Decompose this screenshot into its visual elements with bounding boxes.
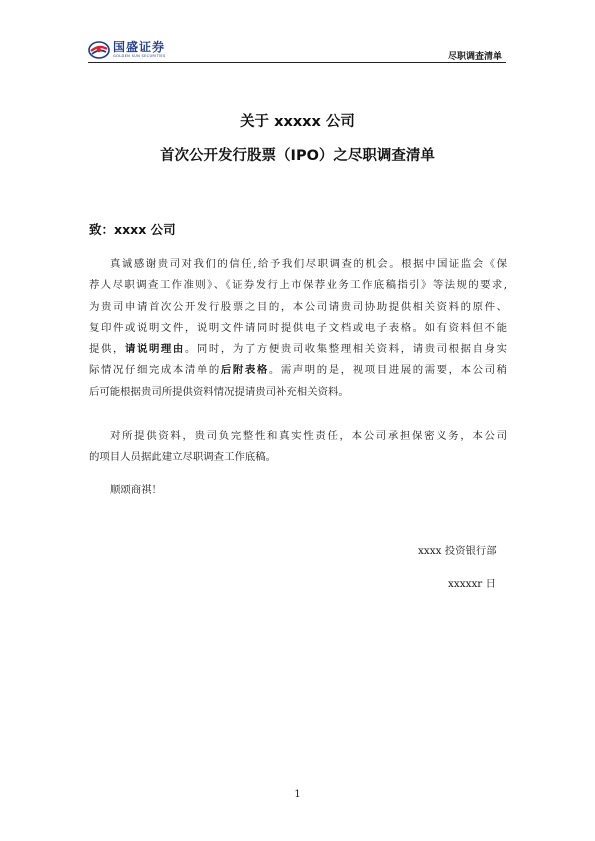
logo-chinese-name: 国盛证券 [113,40,166,54]
header-document-label: 尽职调查清单 [447,52,502,62]
page-number: 1 [294,789,301,800]
company-logo [88,36,166,64]
paragraph-intro [89,254,507,403]
salutation: 致：xxxx 公司 [89,222,176,237]
paragraph-line: 荐人尽职调查工作准则》、《证券发行上市保荐业务工作底稿指引》等法规的要求, [89,279,507,292]
paragraph-line: 后可能根据贵司所提供资料情况提请贵司补充相关资料。 [89,385,349,398]
paragraph-line: 真诚感谢贵司对我们的信任,给予我们尽职调查的机会。根据中国证监会《保 [110,258,507,270]
paragraph-line: 为贵司申请首次公开发行股票之目的，本公司请贵司协助提供相关资料的原件、 [89,300,507,313]
document-title-line2: 首次公开发行股票（IPO）之尽职调查清单 [160,148,435,164]
page-header [88,36,506,64]
closing-text: 顺颂商祺！ [110,484,162,496]
document-title-line1: 关于 xxxxx 公司 [240,114,355,130]
emphasis-attached-table: 后附表格 [220,364,269,377]
paragraph-confidentiality [89,426,507,469]
signature-department: xxxx 投资银行部 [418,545,497,557]
logo-english-name: GOLDEN SUN SECURITIES [113,54,166,58]
text-segment: 提供， [89,343,125,356]
paragraph-line: 复印件或说明文件，说明文件请同时提供电子文档或电子表格。如有资料但不能 [89,321,507,334]
paragraph-line [89,360,507,381]
text-segment: 。同时，为了方便贵司收集整理相关资料，请贵司根据自身实 [184,343,508,356]
text-segment: 际情况仔细完成本清单的 [89,364,221,377]
closing-greeting [89,480,507,501]
paragraph-line: 对所提供资料，贵司负完整性和真实性责任，本公司承担保密义务，本公司 [110,430,507,442]
paragraph-line [89,339,507,360]
text-segment: 。需声明的是，视项目进展的需要，本公司稍 [268,364,508,377]
header-divider [88,62,506,63]
signature-date: xxxxxr 日 [448,578,496,590]
paragraph-line: 的项目人员据此建立尽职调查工作底稿。 [89,451,277,464]
emphasis-reason: 请说明理由 [124,343,185,356]
logo-mark-icon [88,39,110,61]
